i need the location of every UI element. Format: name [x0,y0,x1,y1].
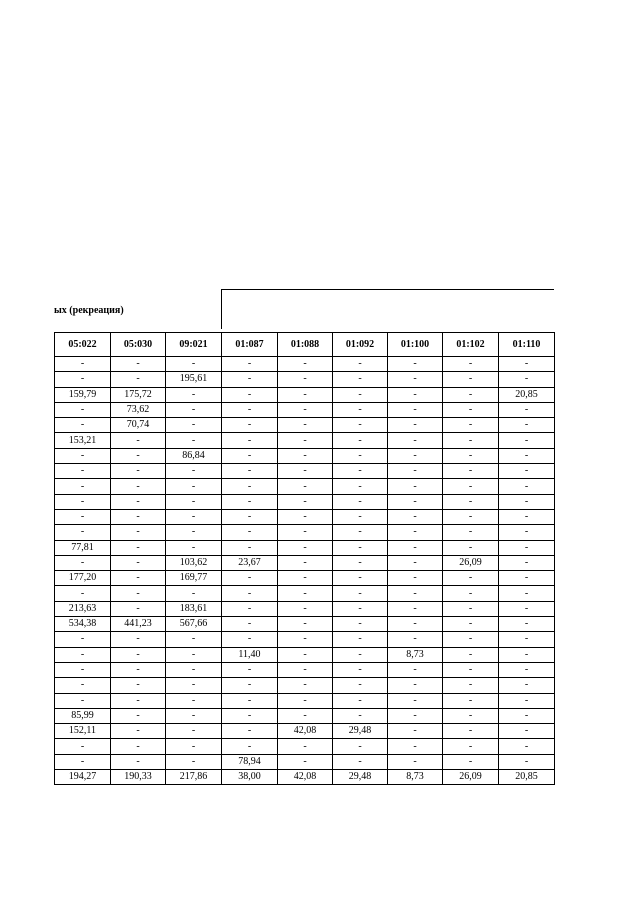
table-cell: - [222,372,278,387]
table-cell: - [55,693,111,708]
table-cell: - [222,525,278,540]
table-cell: - [278,708,333,723]
table-cell: 29,48 [333,770,388,785]
table-cell: - [55,739,111,754]
table-cell: - [166,662,222,677]
table-cell: 78,94 [222,754,278,769]
table-cell: - [443,509,499,524]
table-cell: - [55,647,111,662]
table-cell: - [278,464,333,479]
table-row [55,464,555,479]
table-cell: 77,81 [55,540,111,555]
table-cell: - [388,617,443,632]
table-row [55,555,555,570]
table-cell: - [443,678,499,693]
table-cell: 20,85 [499,387,555,402]
table-cell: - [111,571,166,586]
table-cell: - [278,739,333,754]
table-cell: - [166,357,222,372]
table-cell: - [333,708,388,723]
table-cell: - [111,586,166,601]
header-group-divider [221,289,222,329]
table-cell: - [222,418,278,433]
table-cell: - [499,601,555,616]
table-cell: - [388,509,443,524]
table-cell: - [499,632,555,647]
table-cell: - [333,678,388,693]
table-cell: - [278,494,333,509]
table-cell: - [278,647,333,662]
table-cell: - [111,724,166,739]
table-cell: - [333,586,388,601]
table-cell: - [443,693,499,708]
table-cell: 38,00 [222,770,278,785]
table-cell: - [333,509,388,524]
table-cell: - [166,754,222,769]
table-cell: - [499,509,555,524]
table-cell: - [111,494,166,509]
table-cell: - [499,433,555,448]
table-cell: - [388,693,443,708]
table-cell: - [499,754,555,769]
table-cell: - [388,678,443,693]
table-cell: - [278,754,333,769]
table-cell: - [222,678,278,693]
table-cell: - [443,357,499,372]
table-cell: - [499,418,555,433]
table-cell: 177,20 [55,571,111,586]
table-cell: - [111,647,166,662]
table-row [55,387,555,402]
table-cell: - [443,586,499,601]
table-cell: - [443,464,499,479]
table-cell: - [388,525,443,540]
table-cell: - [55,509,111,524]
table-cell: - [388,357,443,372]
table-cell: - [278,387,333,402]
table-cell: - [55,586,111,601]
table-cell: 441,23 [111,617,166,632]
table-cell: 42,08 [278,724,333,739]
table-cell: - [388,387,443,402]
table-cell: - [166,632,222,647]
table-cell: - [499,479,555,494]
table-cell: - [166,739,222,754]
table-cell: 169,77 [166,571,222,586]
table-cell: - [388,708,443,723]
table-cell: 20,85 [499,770,555,785]
table-cell: - [166,509,222,524]
table-cell: 534,38 [55,617,111,632]
table-row [55,739,555,754]
table-cell: - [278,632,333,647]
column-header: 05:030 [111,333,166,357]
table-cell: - [55,555,111,570]
table-cell: - [278,433,333,448]
table-cell: - [443,372,499,387]
table-cell: - [111,632,166,647]
table-cell: - [333,571,388,586]
table-cell: - [388,433,443,448]
table-cell: - [333,617,388,632]
table-cell: - [166,647,222,662]
table-cell: - [388,418,443,433]
table-row [55,617,555,632]
table-row [55,509,555,524]
column-header: 01:087 [222,333,278,357]
table-cell: - [278,509,333,524]
table-cell: - [111,693,166,708]
table-cell: - [499,494,555,509]
table-cell: - [443,494,499,509]
table-cell: 175,72 [111,387,166,402]
table-row [55,770,555,785]
table-cell: - [222,601,278,616]
table-cell: - [222,509,278,524]
table-cell: - [333,464,388,479]
table-cell: 153,21 [55,433,111,448]
table-row [55,479,555,494]
table-cell: - [55,448,111,463]
table-cell: - [166,402,222,417]
table-cell: 194,27 [55,770,111,785]
table-cell: - [443,525,499,540]
table-cell: - [222,724,278,739]
table-cell: - [166,433,222,448]
table-cell: - [499,448,555,463]
table-cell: - [278,418,333,433]
table-cell: 213,63 [55,601,111,616]
table-cell: 8,73 [388,770,443,785]
table-cell: - [443,617,499,632]
table-cell: 195,61 [166,372,222,387]
table-cell: - [443,540,499,555]
table-cell: - [111,708,166,723]
table-cell: - [333,357,388,372]
table-cell: - [222,617,278,632]
table-cell: - [55,494,111,509]
table-row [55,601,555,616]
table-cell: - [333,479,388,494]
table-row [55,357,555,372]
table-cell: 26,09 [443,770,499,785]
table-cell: - [222,448,278,463]
table-cell: 26,09 [443,555,499,570]
table-cell: - [333,372,388,387]
table-cell: - [388,464,443,479]
table-cell: - [333,754,388,769]
table-cell: - [443,632,499,647]
table-cell: - [222,571,278,586]
table-cell: - [111,555,166,570]
table-cell: 70,74 [111,418,166,433]
table-cell: - [111,509,166,524]
table-cell: - [278,617,333,632]
table-cell: - [278,540,333,555]
table-cell: - [443,708,499,723]
table-cell: 217,86 [166,770,222,785]
table-row [55,525,555,540]
table-cell: - [388,571,443,586]
table-cell: - [499,357,555,372]
column-header: 01:102 [443,333,499,357]
table-cell: - [333,433,388,448]
table-cell: - [388,724,443,739]
table-cell: - [499,662,555,677]
table-row [55,754,555,769]
table-cell: - [388,586,443,601]
table-cell: - [222,708,278,723]
table-row [55,586,555,601]
table-cell: - [499,739,555,754]
table-cell: - [166,540,222,555]
table-cell: - [333,402,388,417]
table-cell: - [499,678,555,693]
table-cell: - [55,357,111,372]
table-cell: - [443,387,499,402]
table-cell: - [443,448,499,463]
table-cell: - [166,693,222,708]
table-cell: - [166,678,222,693]
table-cell: - [333,540,388,555]
table-cell: - [55,662,111,677]
table-cell: - [333,662,388,677]
table-row [55,693,555,708]
table-cell: - [333,494,388,509]
table-cell: - [222,662,278,677]
table-cell: - [499,693,555,708]
table-cell: - [166,724,222,739]
table-cell: - [222,693,278,708]
table-cell: 190,33 [111,770,166,785]
table-cell: - [443,433,499,448]
table-cell: - [443,754,499,769]
table-cell: - [111,662,166,677]
table-cell: 103,62 [166,555,222,570]
table-cell: - [111,739,166,754]
table-cell: - [388,479,443,494]
table-cell: - [388,739,443,754]
header-row [55,333,555,357]
table-cell: - [443,571,499,586]
table-cell: - [443,662,499,677]
table-cell: - [499,617,555,632]
table-cell: - [443,601,499,616]
table-row [55,678,555,693]
table-cell: - [222,433,278,448]
table-cell: - [278,357,333,372]
table-cell: - [111,433,166,448]
table-cell: - [388,494,443,509]
group-header-label: ых (рекреация) [54,305,124,316]
table-cell: - [388,540,443,555]
table-cell: - [111,540,166,555]
table-cell: - [388,372,443,387]
header-top-rule [222,289,554,290]
table-cell: - [55,754,111,769]
table-row [55,372,555,387]
table-cell: - [55,418,111,433]
table-cell: - [443,418,499,433]
table-cell: - [499,571,555,586]
table-row [55,418,555,433]
table-row [55,494,555,509]
column-header: 01:088 [278,333,333,357]
table-cell: - [55,402,111,417]
table-cell: - [111,601,166,616]
table-cell: - [278,678,333,693]
column-header: 09:021 [166,333,222,357]
column-header: 05:022 [55,333,111,357]
table-cell: 85,99 [55,708,111,723]
table-cell: - [166,525,222,540]
table-cell: - [499,402,555,417]
table-cell: - [222,357,278,372]
table-cell: - [499,540,555,555]
table-row [55,433,555,448]
table-cell: - [278,525,333,540]
table-cell: 29,48 [333,724,388,739]
column-header: 01:110 [499,333,555,357]
table-cell: - [111,678,166,693]
table-row [55,662,555,677]
table-cell: - [499,525,555,540]
table-cell: 11,40 [222,647,278,662]
table-cell: - [111,357,166,372]
table-cell: - [111,525,166,540]
table-cell: - [333,448,388,463]
table-cell: - [333,418,388,433]
table-row [55,647,555,662]
table-cell: - [388,754,443,769]
table-cell: - [166,418,222,433]
table-body [55,357,555,785]
table-cell: - [222,540,278,555]
table-cell: - [388,555,443,570]
table-cell: - [278,571,333,586]
table-cell: - [222,387,278,402]
table-cell: - [333,739,388,754]
table-cell: 73,62 [111,402,166,417]
table-cell: - [499,647,555,662]
table-cell: - [111,479,166,494]
table-cell: - [388,601,443,616]
table-cell: - [278,555,333,570]
table-cell: - [443,479,499,494]
table-cell: - [55,372,111,387]
table-cell: - [222,479,278,494]
table-cell: - [499,555,555,570]
table-cell: - [388,448,443,463]
table-cell: - [388,662,443,677]
table-cell: - [166,494,222,509]
table-cell: - [166,708,222,723]
table-cell: - [222,586,278,601]
table-cell: - [333,632,388,647]
table-row [55,448,555,463]
table-cell: - [333,693,388,708]
table-cell: - [222,632,278,647]
table-cell: - [222,739,278,754]
table-cell: - [111,464,166,479]
table-cell: 86,84 [166,448,222,463]
table-cell: - [333,525,388,540]
table-cell: - [388,632,443,647]
table-cell: - [333,601,388,616]
table-cell: - [443,647,499,662]
table-cell: - [222,464,278,479]
table-cell: - [111,754,166,769]
table-cell: - [388,402,443,417]
table-row [55,708,555,723]
table-cell: - [111,448,166,463]
table-cell: - [55,678,111,693]
table-cell: - [55,632,111,647]
table-row [55,724,555,739]
table-cell: - [443,402,499,417]
table-cell: - [278,693,333,708]
table-cell: - [499,464,555,479]
table-cell: 159,79 [55,387,111,402]
table-cell: - [55,525,111,540]
table-cell: - [278,479,333,494]
table-cell: 567,66 [166,617,222,632]
table-cell: - [166,464,222,479]
table-cell: - [499,724,555,739]
table-cell: - [166,387,222,402]
table-cell: - [499,708,555,723]
table-row [55,402,555,417]
table-cell: - [333,647,388,662]
column-header: 01:092 [333,333,388,357]
data-table [54,332,555,785]
table-cell: - [278,402,333,417]
table-cell: - [333,387,388,402]
table-row [55,632,555,647]
table-cell: 152,11 [55,724,111,739]
table-cell: - [55,479,111,494]
table-cell: - [278,601,333,616]
column-header: 01:100 [388,333,443,357]
table-cell: - [278,372,333,387]
table-cell: - [443,724,499,739]
table-cell: 183,61 [166,601,222,616]
table-cell: - [278,448,333,463]
table-cell: - [222,494,278,509]
table-cell: - [222,402,278,417]
table-cell: 42,08 [278,770,333,785]
table-cell: - [333,555,388,570]
table-cell: - [499,586,555,601]
table-cell: 23,67 [222,555,278,570]
table-row [55,571,555,586]
table-cell: - [55,464,111,479]
table-cell: 8,73 [388,647,443,662]
table-cell: - [443,739,499,754]
table-cell: - [278,662,333,677]
table-cell: - [111,372,166,387]
table-cell: - [166,479,222,494]
table-cell: - [278,586,333,601]
table-cell: - [499,372,555,387]
table-cell: - [166,586,222,601]
table-row [55,540,555,555]
